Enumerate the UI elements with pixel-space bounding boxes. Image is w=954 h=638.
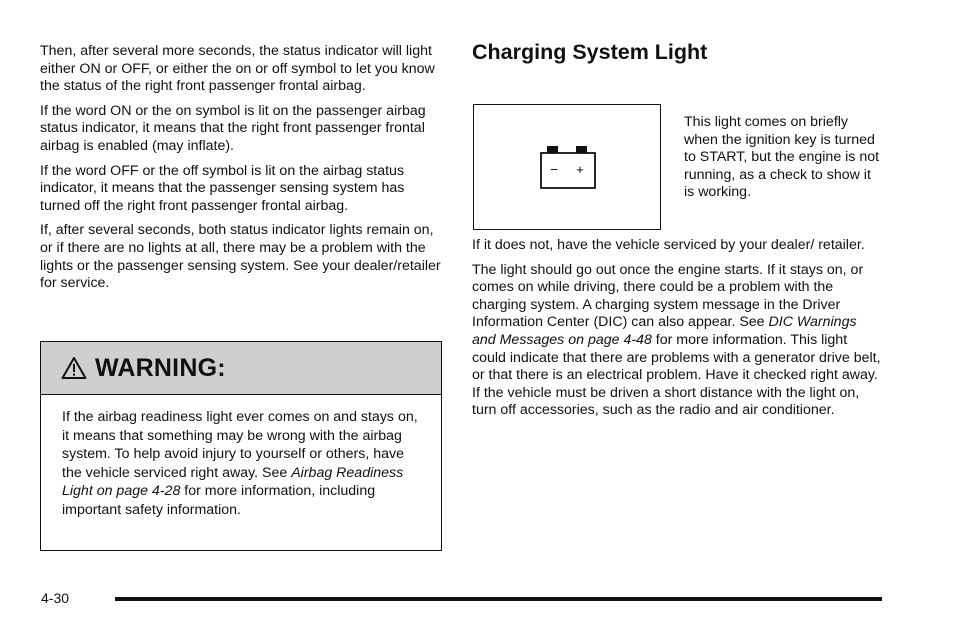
section-heading: Charging System Light: [472, 40, 708, 64]
paragraph-status-indicator: Then, after several more seconds, the status indicator will light either ON or OFF, or either the on or off symbol to let you know the status of the right front passenger frontal airbag.: [40, 43, 435, 95]
right-column: [472, 40, 882, 419]
warning-reference: Airbag Readiness Light on page 4-28: [62, 464, 404, 499]
paragraph-both-lights: If, after several seconds, both status indicator lights remain on, or if there are no lights at all, there may be a problem with the lights or the passenger sensing system. See your dealer/retailer for service.: [40, 222, 441, 292]
dic-reference: DIC Warnings and Messages on page 4-48: [472, 314, 857, 348]
figure-side-text: This light comes on briefly when the ignition key is turned to START, but the engine is not running, as a check to show it is working.: [684, 114, 880, 201]
right-body-text: [472, 237, 882, 427]
battery-plus: +: [576, 162, 584, 177]
battery-figure: [473, 104, 661, 230]
figure-row: [472, 77, 882, 252]
warning-header: [41, 342, 441, 395]
warning-title: WARNING:: [95, 353, 226, 382]
paragraph-serviced: If it does not, have the vehicle serviced by your dealer/ retailer.: [472, 237, 865, 253]
left-column: [40, 43, 442, 300]
paragraph-off-symbol: If the word OFF or the off symbol is lit on the airbag status indicator, it means that the passenger sensing system has turned off the right front passenger frontal airbag.: [40, 162, 405, 214]
battery-icon: [538, 144, 598, 192]
warning-text: If the airbag readiness light ever comes on and stays on, it means that something may be wrong with the airbag system. To help avoid injury to yourself or others, have the vehicle serviced right away. See Airbag Readiness Light on page 4-28 for more information, including important safety information.: [62, 409, 418, 518]
paragraph-on-symbol: If the word ON or the on symbol is lit on the passenger airbag status indicator, it means that the right front passenger frontal airbag is enabled (may inflate).: [40, 102, 426, 154]
paragraph-engine-starts: The light should go out once the engine starts. If it stays on, or comes on while driving, there could be a problem with the charging system. A charging system message in the Driver Information Center (DIC) can also appear. See DIC Warnings and Messages on page 4-48 for more information. This light could indicate that there are problems with a generator drive belt, or that there is an electrical problem. Have it checked right away. If the vehicle must be driven a short distance with the light on, turn off accessories, such as the radio and air conditioner.: [472, 261, 881, 419]
footer-rule: [115, 597, 882, 601]
battery-minus: −: [550, 162, 558, 177]
warning-triangle-icon: [61, 356, 87, 380]
warning-box: [40, 341, 442, 551]
page-number: 4-30: [41, 590, 70, 606]
